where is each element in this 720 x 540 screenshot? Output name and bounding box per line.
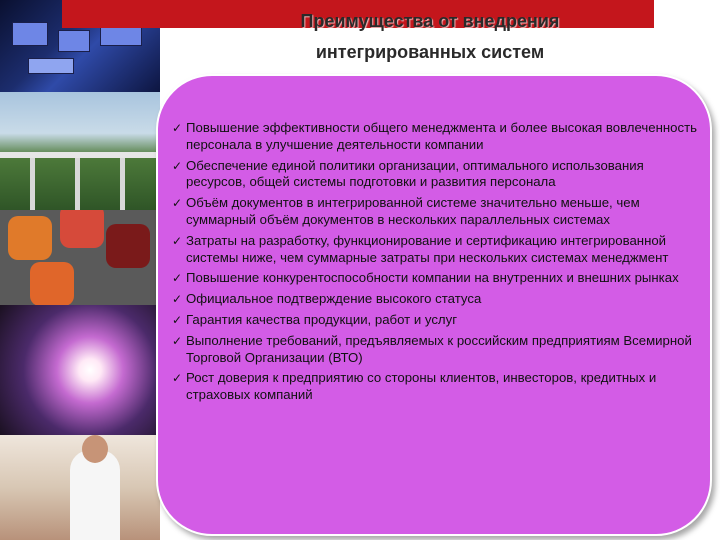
- list-item: ✓ Затраты на разработку, функционирование и сертификацию интегрированной системы ниже, чем суммарные затраты при нескольких системах менеджмент: [172, 232, 669, 265]
- list-item: ✓ Рост доверия к предприятию со стороны клиентов, инвесторов, кредитных и страховых компаний: [172, 370, 657, 403]
- list-item: ✓ Объём документов в интегрированной системе значительно меньше, чем суммарный объём документов в нескольких параллельных системах: [172, 195, 640, 227]
- laboratory-photo: [0, 435, 160, 540]
- checkmark-icon: ✓: [172, 333, 183, 348]
- list-item: ✓ Гарантия качества продукции, работ и услуг: [172, 311, 458, 327]
- list-item: ✓ Выполнение требований, предъявляемых к российским предприятиям Всемирной Торговой Организации (ВТО): [172, 332, 692, 365]
- list-item: ✓ Официальное подтверждение высокого статуса: [172, 291, 482, 307]
- checkmark-icon: ✓: [172, 371, 183, 386]
- checkmark-icon: ✓: [172, 158, 183, 173]
- checkmark-icon: ✓: [172, 271, 183, 286]
- checkmark-icon: ✓: [172, 121, 183, 135]
- checkmark-icon: ✓: [172, 233, 183, 248]
- benefits-panel: [156, 74, 712, 536]
- benefits-list: [172, 120, 702, 408]
- bridge-photo: [0, 92, 160, 210]
- checkmark-icon: ✓: [172, 292, 183, 307]
- list-item: ✓ Повышение конкурентоспособности компании на внутренних и внешних рынках: [172, 270, 679, 286]
- image-collage: [0, 0, 160, 540]
- list-item: ✓ Повышение эффективности общего менеджмента и более высокая вовлеченность персонала в улучшение деятельности компании: [172, 120, 698, 152]
- checkmark-icon: ✓: [172, 196, 183, 211]
- slide-title: [200, 6, 660, 68]
- checkmark-icon: ✓: [172, 312, 183, 327]
- list-item: ✓ Обеспечение единой политики организации, оптимального использования ресурсов, общей системы подготовки и развития персонала: [172, 157, 644, 190]
- title-line-1: Преимущества от внедрения: [300, 11, 560, 31]
- title-line-2: интегрированных систем: [315, 42, 545, 62]
- welding-photo: [0, 305, 160, 435]
- puzzle-photo: [0, 210, 160, 305]
